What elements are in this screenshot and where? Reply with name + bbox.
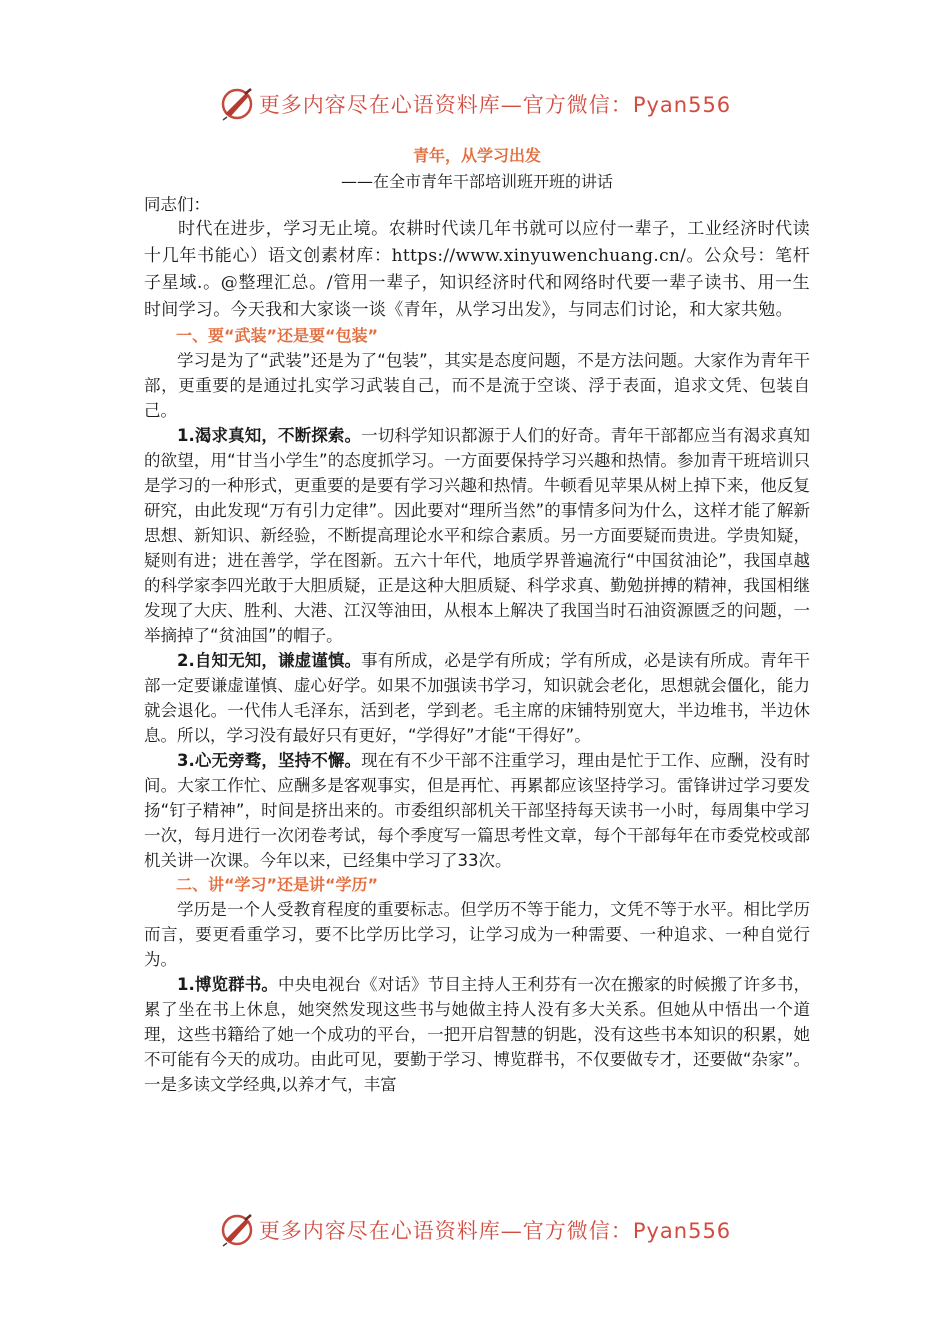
doc-title: 青年，从学习出发 xyxy=(412,146,541,165)
point-text: 中央电视台《对话》节目主持人王利芬有一次在搬家的时候搬了许多书，累了坐在书上休息，她突然发现这些书与她做主持人没有多大关系。但她从中悟出一个道理，这些书籍给了她一个成功的平台，一把开启智慧的钥匙，没有这些书本知识的积累，她不可能有今天的成功。由此可见，要勤于学习、博览群书，不仅要做专才，还要做“杂家”。一是多读文学经典,以养才气，丰富 xyxy=(144,975,811,1094)
banner-text: 更多内容尽在心语资料库—官方微信：Pyan556 xyxy=(258,1219,732,1243)
section-1-point-3 xyxy=(144,748,810,873)
section-2-intro: 学历是一个人受教育程度的重要标志。但学历不等于能力，文凭不等于水平。相比学历而言，要更看重学习，要不比学历比学习，让学习成为一种需要、一种追求、一种自觉行为。 xyxy=(144,900,810,969)
pen-logo-icon xyxy=(219,1212,255,1248)
section-2-point-1 xyxy=(144,972,810,1097)
section-1-intro: 学习是为了“武装”还是为了“包装”，其实是态度问题，不是方法问题。大家作为青年干部，更重要的是通过扎实学习武装自己，而不是流于空谈、浮于表面，追求文凭、包装自己。 xyxy=(144,351,810,420)
point-text: 现在有不少干部不注重学习，理由是忙于工作、应酬，没有时间。大家工作忙、应酬多是客观事实，但是再忙、再累都应该坚持学习。雷锋讲过学习要发扬“钉子精神”，时间是挤出来的。市委组织部机关干部坚持每天读书一小时，每周集中学习一次，每月进行一次闭卷考试，每个季度写一篇思考性文章，每个干部每年在市委党校或部机关讲一次课。今年以来，已经集中学习了33次。 xyxy=(144,751,811,870)
footer-banner xyxy=(0,1210,950,1250)
doc-subtitle: ——在全市青年干部培训班开班的讲话 xyxy=(340,172,613,191)
point-lead: 3.心无旁骛，坚持不懈。 xyxy=(177,751,362,770)
point-lead: 2.自知无知，谦虚谨慎。 xyxy=(177,651,362,670)
salutation: 同志们： xyxy=(144,195,210,214)
section-heading-2: 二、讲“学习”还是讲“学历” xyxy=(176,875,379,894)
point-lead: 1.博览群书。 xyxy=(177,975,279,994)
banner-text: 更多内容尽在心语资料库—官方微信：Pyan556 xyxy=(258,93,732,117)
point-text: 事有所成，必是学有所成；学有所成，必是读有所成。青年干部一定要谦虚谨慎、虚心好学。如果不加强读书学习，知识就会老化，思想就会僵化，能力就会退化。一代伟人毛泽东，活到老，学到老。毛主席的床铺特别宽大，半边堆书，半边休息。所以，学习没有最好只有更好，“学得好”才能“干得好”。 xyxy=(144,651,811,745)
intro-paragraph: 时代在进步，学习无止境。农耕时代读几年书就可以应付一辈子，工业经济时代读十几年书能心）语文创素材库：https://www.xinyuwenchuang.cn/。公众号：笔杆子星域.。@整理汇总。/管用一辈子，知识经济时代和网络时代要一辈子读书、用一生时间学习。今天我和大家谈一谈《青年，从学习出发》，与同志们讨论，和大家共勉。 xyxy=(144,219,810,320)
section-1-point-2 xyxy=(144,648,810,748)
header-banner xyxy=(0,84,950,124)
point-text: 一切科学知识都源于人们的好奇。青年干部都应当有渴求真知的欲望，用“甘当小学生”的态度抓学习。一方面要保持学习兴趣和热情。参加青干班培训只是学习的一种形式，更重要的是要有学习兴趣和热情。牛顿看见苹果从树上掉下来，他反复研究，由此发现“万有引力定律”。因此要对“理所当然”的事情多问为什么，这样才能了解新思想、新知识、新经验，不断提高理论水平和综合素质。另一方面要疑而贵进。学贵知疑，疑则有进；进在善学，学在图新。五六十年代，地质学界普遍流行“中国贫油论”，我国卓越的科学家李四光敢于大胆质疑，正是这种大胆质疑、科学求真、勤勉拼搏的精神，我国相继发现了大庆、胜利、大港、江汉等油田，从根本上解决了我国当时石油资源匮乏的问题，一举摘掉了“贫油国”的帽子。 xyxy=(144,426,811,645)
document-body xyxy=(144,142,810,1097)
point-lead: 1.渴求真知，不断探索。 xyxy=(177,426,362,445)
pen-logo-icon xyxy=(219,86,255,122)
section-heading-1: 一、要“武装”还是要“包装” xyxy=(176,326,379,345)
section-1-point-1 xyxy=(144,423,810,648)
